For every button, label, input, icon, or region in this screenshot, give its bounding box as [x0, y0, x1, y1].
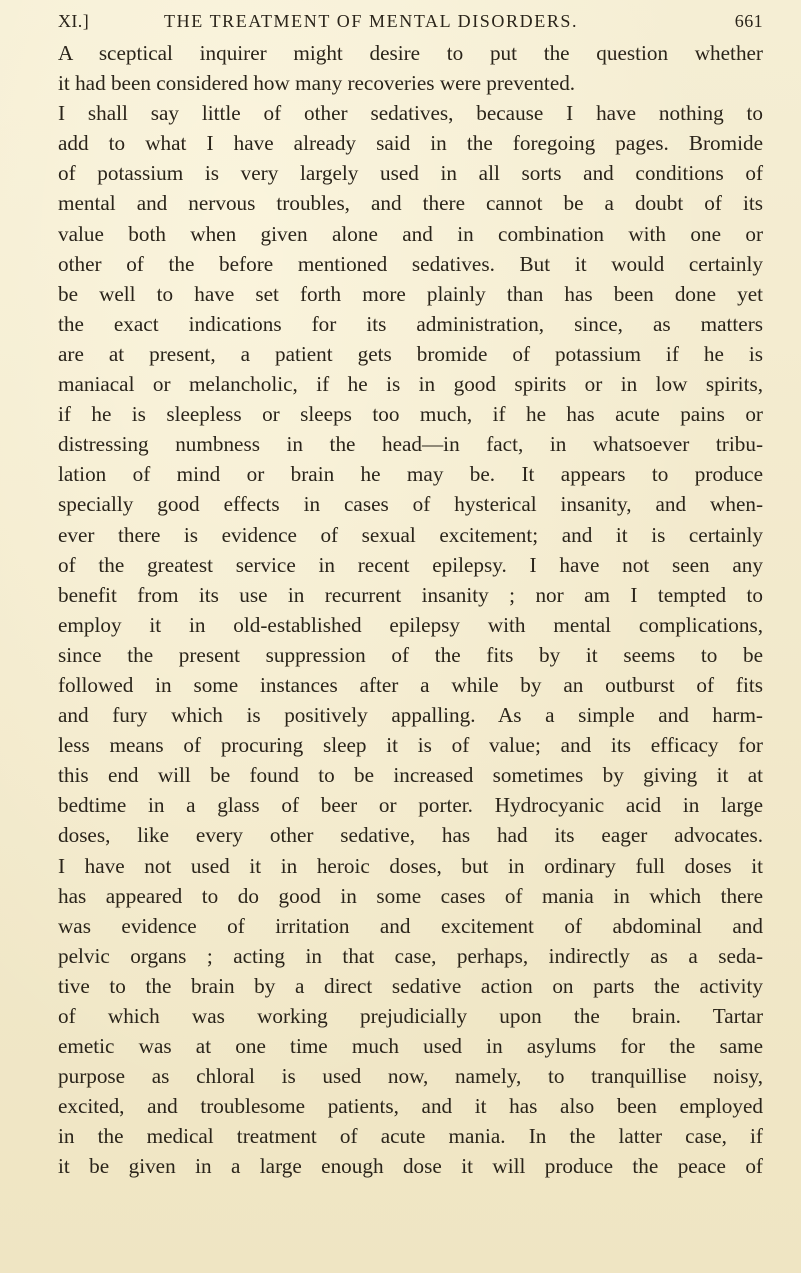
text-line: since the present suppression of the fits by it seems to be [58, 642, 763, 667]
text-line: value both when given alone and in combination with one or [58, 221, 763, 246]
text-line: I shall say little of other sedatives, because I have nothing to [58, 101, 763, 126]
text-line: of the greatest service in recent epilepsy. I have not seen any [58, 552, 763, 577]
text-line: excited, and troublesome patients, and it has also been employed [58, 1094, 763, 1119]
text-line: followed in some instances after a while by an outburst of fits [58, 672, 763, 697]
text-line: specially good effects in cases of hysterical insanity, and when- [58, 492, 763, 517]
text-line: emetic was at one time much used in asylums for the same [58, 1034, 763, 1059]
text-line: ever there is evidence of sexual excitement; and it is certainly [58, 522, 763, 547]
text-line: purpose as chloral is used now, namely, to tranquillise noisy, [58, 1064, 763, 1089]
text-line: tive to the brain by a direct sedative action on parts the activity [58, 973, 763, 998]
text-line: mental and nervous troubles, and there cannot be a doubt of its [58, 191, 763, 216]
text-line: other of the before mentioned sedatives. But it would certainly [58, 251, 763, 276]
text-line: be well to have set forth more plainly than has been done yet [58, 281, 763, 306]
text-line: A sceptical inquirer might desire to put the question whether [58, 41, 763, 65]
text-line: and fury which is positively appalling. As a simple and harm- [58, 703, 763, 728]
text-line: was evidence of irritation and excitement of abdominal and [58, 913, 763, 938]
text-line: I have not used it in heroic doses, but in ordinary full doses it [58, 853, 763, 878]
text-line: are at present, a patient gets bromide of potassium if he is [58, 341, 763, 366]
chapter-number: XI.] [58, 11, 90, 31]
text-line: pelvic organs ; acting in that case, perhaps, indirectly as a seda- [58, 943, 763, 968]
text-line: employ it in old-established epilepsy with mental complications, [58, 612, 763, 637]
running-title: THE TREATMENT OF MENTAL DISORDERS. [164, 11, 579, 31]
text-line: less means of procuring sleep it is of value; and its efficacy for [58, 733, 763, 758]
text-line: if he is sleepless or sleeps too much, if he has acute pains or [58, 402, 763, 427]
text-line: bedtime in a glass of beer or porter. Hydrocyanic acid in large [58, 793, 763, 818]
text-line: maniacal or melancholic, if he is in good spirits or in low spirits, [58, 372, 763, 397]
text-line: lation of mind or brain he may be. It appears to produce [58, 462, 763, 487]
page-number: 661 [734, 11, 763, 31]
text-line: this end will be found to be increased sometimes by giving it at [58, 763, 763, 788]
text-line: add to what I have already said in the foregoing pages. Bromide [58, 131, 763, 156]
text-line: of which was working prejudicially upon the brain. Tartar [58, 1004, 763, 1028]
text-line: it had been considered how many recoveries were prevented. [58, 71, 576, 96]
text-line: benefit from its use in recurrent insanity ; nor am I tempted to [58, 582, 763, 607]
text-line: the exact indications for its administration, since, as matters [58, 311, 763, 336]
text-line: of potassium is very largely used in all sorts and conditions of [58, 161, 763, 186]
text-line: in the medical treatment of acute mania. In the latter case, if [58, 1124, 763, 1149]
text-line: distressing numbness in the head—in fact, in whatsoever tribu- [58, 432, 763, 457]
body-text [58, 38, 763, 1182]
text-line: has appeared to do good in some cases of mania in which there [58, 883, 763, 908]
text-line: doses, like every other sedative, has had its eager advocates. [58, 823, 763, 848]
text-line: it be given in a large enough dose it will produce the peace of [58, 1154, 763, 1179]
running-head [58, 7, 763, 37]
